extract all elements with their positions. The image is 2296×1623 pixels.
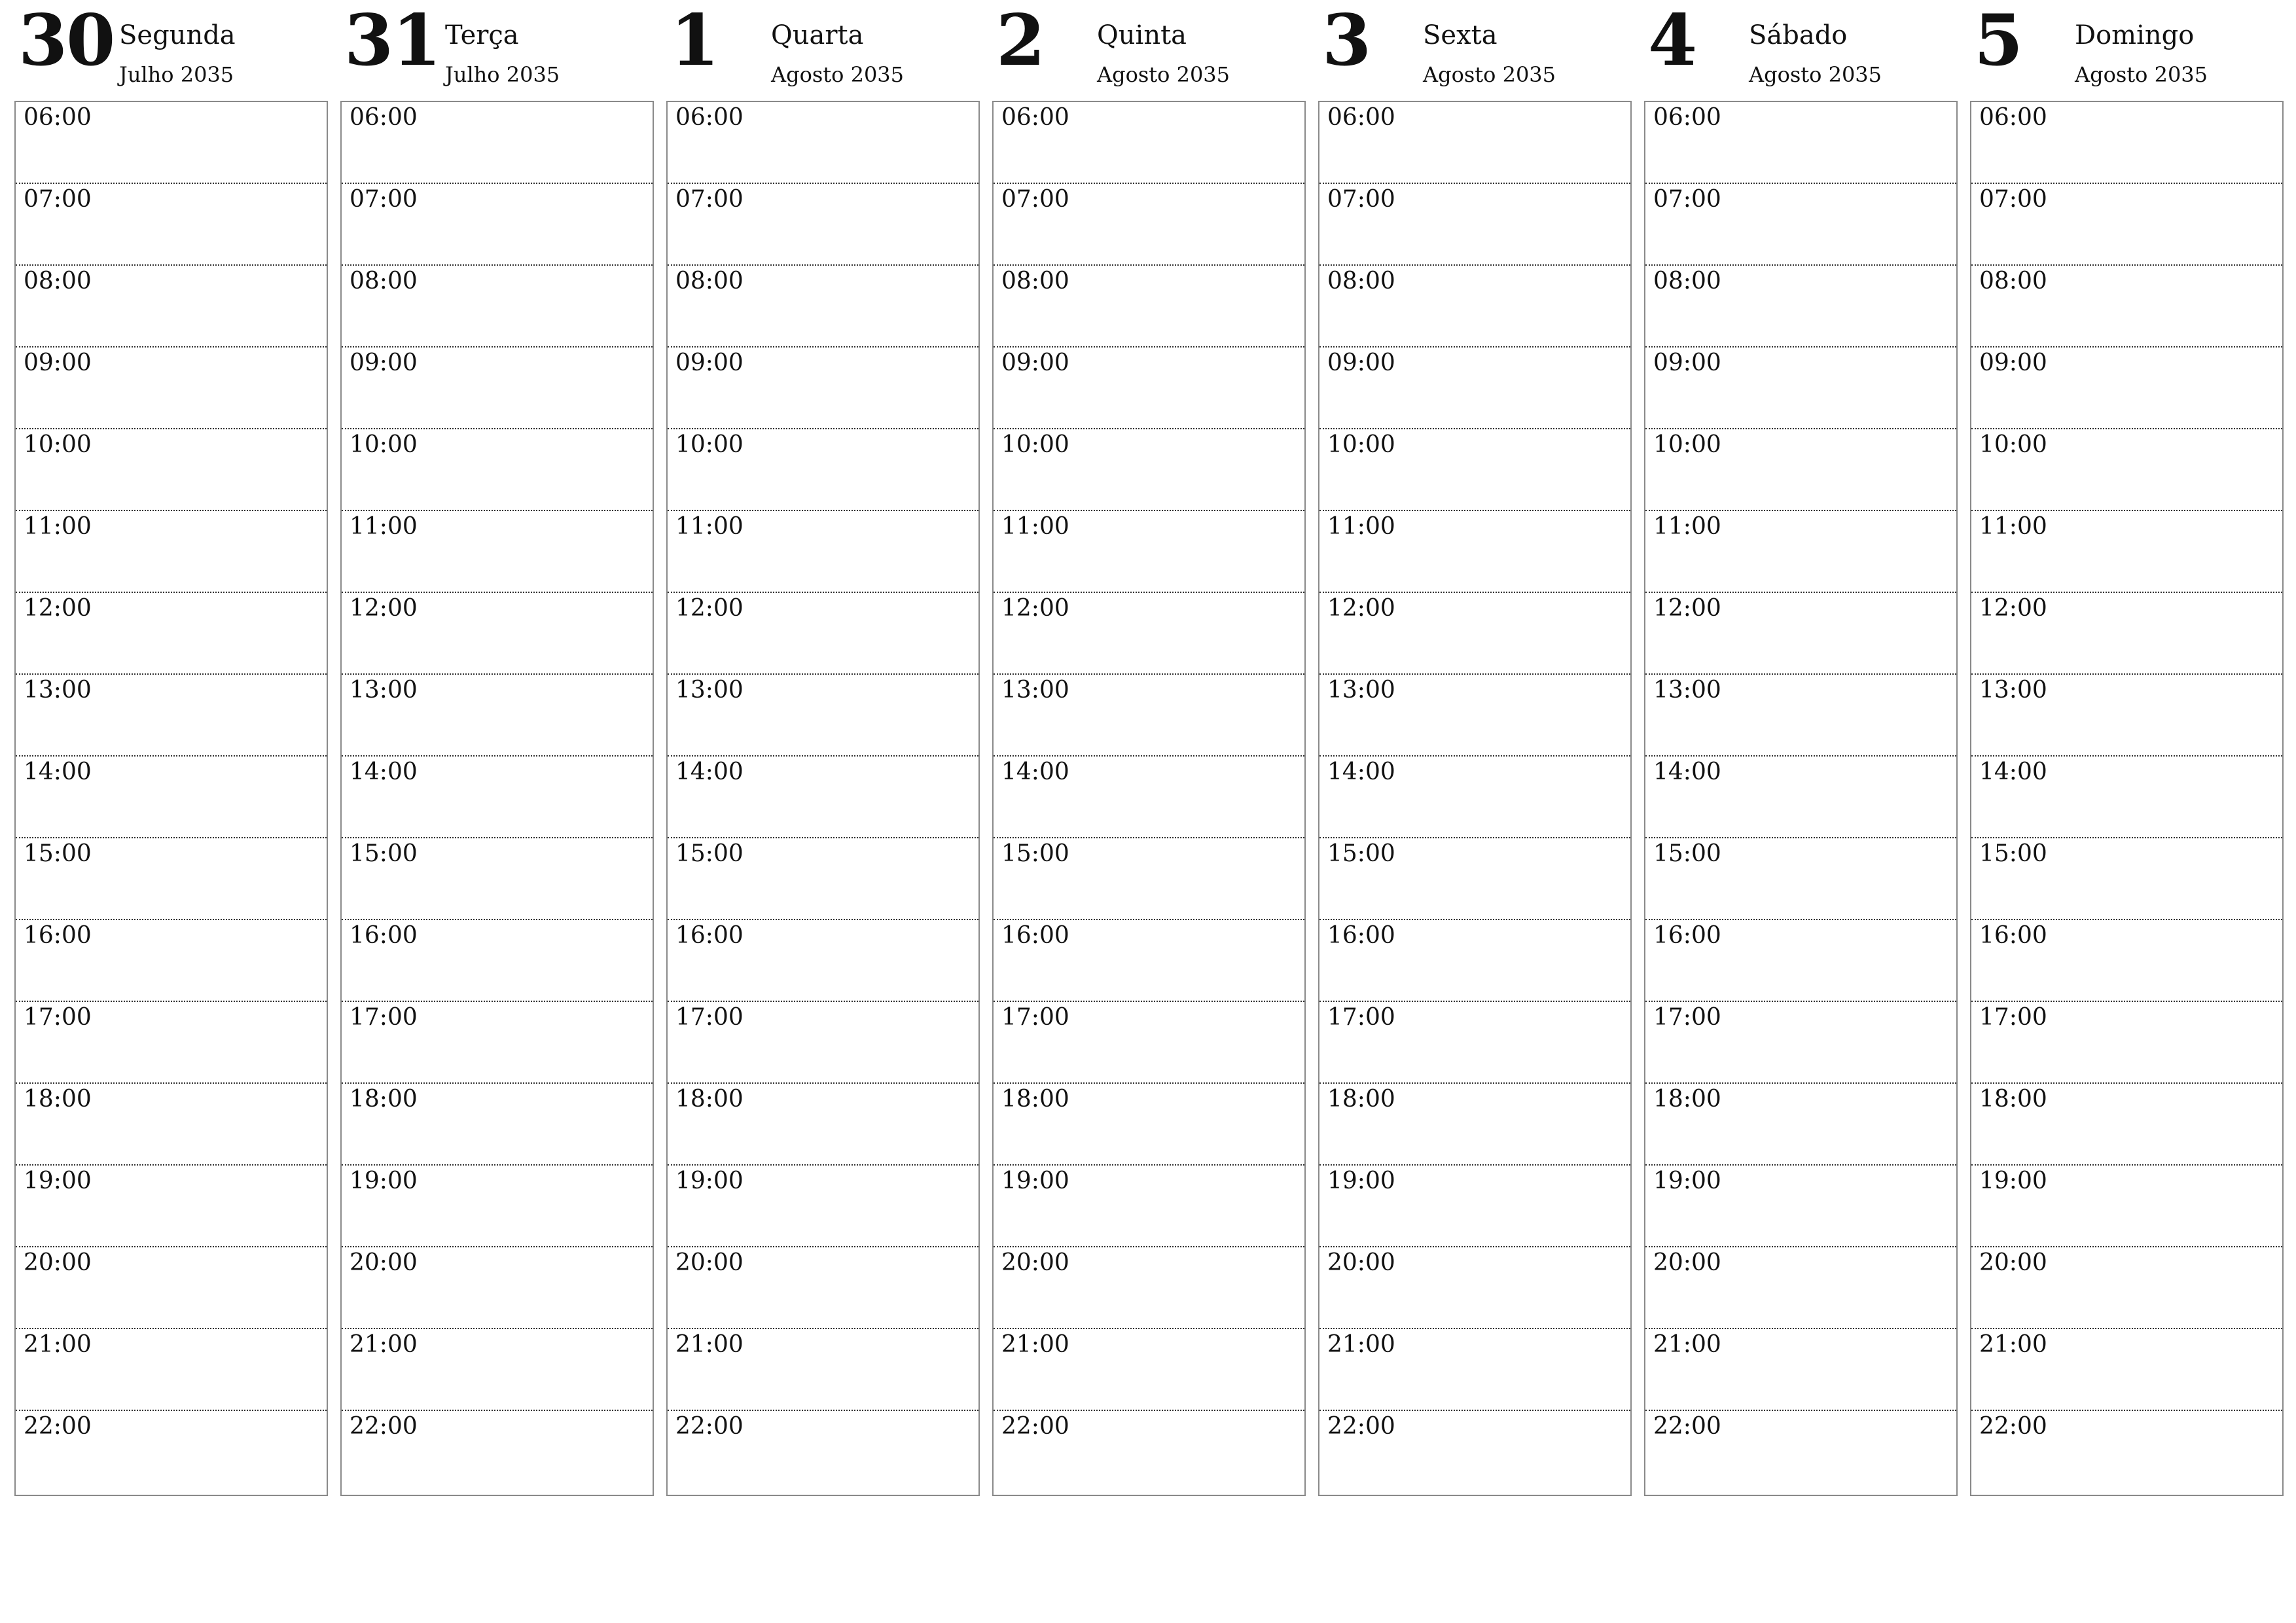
hour-label: 14:00: [1327, 758, 1395, 785]
hour-slot[interactable]: [16, 1411, 327, 1493]
hour-slot[interactable]: [342, 1166, 653, 1247]
hour-slot[interactable]: [668, 429, 978, 511]
hour-slot[interactable]: [1645, 266, 1956, 348]
hour-label: 15:00: [675, 840, 744, 867]
hour-label: 20:00: [350, 1249, 418, 1276]
hour-label: 07:00: [24, 186, 92, 213]
hour-slot[interactable]: [1319, 511, 1630, 593]
day-schedule-box: [340, 101, 654, 1496]
hour-slot[interactable]: [668, 757, 978, 838]
hour-slot[interactable]: [1645, 920, 1956, 1002]
hour-slot[interactable]: [1319, 1084, 1630, 1166]
hour-label: 10:00: [350, 431, 418, 458]
day-number: 4: [1648, 0, 1696, 82]
hour-slot[interactable]: [1319, 1166, 1630, 1247]
hour-label: 20:00: [1979, 1249, 2047, 1276]
hour-label: 15:00: [1653, 840, 1721, 867]
hour-slot[interactable]: [1971, 1084, 2282, 1166]
day-column: [1970, 0, 2284, 1440]
day-month-year: Agosto 2035: [2075, 62, 2208, 87]
day-month-year: Agosto 2035: [1097, 62, 1230, 87]
day-month-year: Agosto 2035: [771, 62, 905, 87]
hour-label: 14:00: [24, 758, 92, 785]
day-name: Quinta: [1097, 20, 1187, 50]
hour-label: 11:00: [675, 513, 744, 540]
day-month-year: Julho 2035: [445, 62, 560, 87]
hour-slot[interactable]: [16, 920, 327, 1002]
hour-label: 21:00: [350, 1331, 418, 1358]
hour-label: 17:00: [1979, 1004, 2047, 1031]
day-column: [14, 0, 328, 1440]
hour-label: 17:00: [1327, 1004, 1395, 1031]
hour-label: 15:00: [350, 840, 418, 867]
hour-slot[interactable]: [994, 675, 1304, 757]
hour-slot[interactable]: [1319, 1247, 1630, 1329]
hour-label: 10:00: [675, 431, 744, 458]
hour-slot[interactable]: [994, 838, 1304, 920]
hour-label: 21:00: [1979, 1331, 2047, 1358]
hour-label: 22:00: [24, 1413, 92, 1440]
hour-slot[interactable]: [16, 1166, 327, 1247]
hour-label: 20:00: [1001, 1249, 1069, 1276]
hour-slot[interactable]: [1971, 838, 2282, 920]
hour-slot[interactable]: [1971, 1166, 2282, 1247]
hour-slot[interactable]: [994, 593, 1304, 675]
hour-slot[interactable]: [1645, 429, 1956, 511]
hour-label: 16:00: [350, 922, 418, 949]
day-schedule-box: [666, 101, 980, 1496]
day-column: [1644, 0, 1958, 1440]
hour-label: 18:00: [1327, 1086, 1395, 1113]
day-name: Sábado: [1749, 20, 1848, 50]
hour-slot[interactable]: [668, 511, 978, 593]
hour-slot[interactable]: [342, 102, 653, 184]
hour-slot[interactable]: [342, 757, 653, 838]
hour-slot[interactable]: [342, 675, 653, 757]
day-schedule-box: [992, 101, 1306, 1496]
hour-slot[interactable]: [16, 429, 327, 511]
hour-label: 21:00: [1327, 1331, 1395, 1358]
hour-slot[interactable]: [1971, 593, 2282, 675]
hour-label: 08:00: [24, 268, 92, 294]
hour-label: 12:00: [350, 595, 418, 622]
hour-label: 13:00: [1001, 677, 1069, 704]
hour-slot[interactable]: [342, 838, 653, 920]
day-header: [1318, 0, 1632, 101]
day-number: 2: [996, 0, 1045, 82]
hour-slot[interactable]: [668, 1002, 978, 1084]
hour-label: 14:00: [350, 758, 418, 785]
hour-label: 07:00: [1327, 186, 1395, 213]
hour-slot[interactable]: [1645, 757, 1956, 838]
day-schedule-box: [14, 101, 328, 1496]
hour-slot[interactable]: [342, 1329, 653, 1411]
hour-label: 18:00: [1653, 1086, 1721, 1113]
hour-slot[interactable]: [16, 266, 327, 348]
hour-slot[interactable]: [342, 266, 653, 348]
day-schedule-box: [1970, 101, 2284, 1496]
hour-label: 11:00: [1979, 513, 2047, 540]
hour-slot[interactable]: [1319, 266, 1630, 348]
day-header: [666, 0, 980, 101]
day-number: 30: [18, 0, 115, 82]
hour-slot[interactable]: [1645, 1166, 1956, 1247]
hour-label: 18:00: [1001, 1086, 1069, 1113]
hour-label: 22:00: [1327, 1413, 1395, 1440]
hour-slot[interactable]: [1645, 184, 1956, 266]
day-header: [340, 0, 654, 101]
hour-label: 11:00: [1327, 513, 1395, 540]
hour-label: 15:00: [24, 840, 92, 867]
hour-slot[interactable]: [668, 675, 978, 757]
hour-label: 15:00: [1001, 840, 1069, 867]
hour-slot[interactable]: [342, 1084, 653, 1166]
hour-label: 11:00: [1001, 513, 1069, 540]
day-name: Quarta: [771, 20, 864, 50]
hour-label: 18:00: [24, 1086, 92, 1113]
hour-label: 13:00: [1979, 677, 2047, 704]
hour-slot[interactable]: [1319, 184, 1630, 266]
hour-slot[interactable]: [1319, 429, 1630, 511]
hour-slot[interactable]: [668, 1166, 978, 1247]
hour-label: 07:00: [1979, 186, 2047, 213]
day-schedule-box: [1644, 101, 1958, 1496]
hour-label: 09:00: [1327, 349, 1395, 376]
hour-label: 20:00: [24, 1249, 92, 1276]
hour-label: 10:00: [1979, 431, 2047, 458]
hour-slot[interactable]: [1971, 675, 2282, 757]
hour-slot[interactable]: [1645, 102, 1956, 184]
hour-slot[interactable]: [342, 184, 653, 266]
hour-label: 13:00: [24, 677, 92, 704]
hour-label: 10:00: [24, 431, 92, 458]
hour-slot[interactable]: [16, 675, 327, 757]
hour-slot[interactable]: [994, 1084, 1304, 1166]
hour-slot[interactable]: [994, 757, 1304, 838]
hour-slot[interactable]: [994, 1166, 1304, 1247]
hour-slot[interactable]: [1645, 1002, 1956, 1084]
hour-slot[interactable]: [16, 348, 327, 429]
day-number: 3: [1322, 0, 1371, 82]
hour-slot[interactable]: [342, 1411, 653, 1493]
day-month-year: Julho 2035: [119, 62, 234, 87]
day-name: Domingo: [2075, 20, 2195, 50]
hour-label: 17:00: [675, 1004, 744, 1031]
hour-slot[interactable]: [1971, 511, 2282, 593]
hour-label: 08:00: [350, 268, 418, 294]
hour-label: 07:00: [675, 186, 744, 213]
hour-slot[interactable]: [668, 184, 978, 266]
day-number: 31: [344, 0, 440, 82]
hour-slot[interactable]: [668, 102, 978, 184]
hour-slot[interactable]: [994, 348, 1304, 429]
hour-label: 20:00: [1653, 1249, 1721, 1276]
hour-label: 09:00: [1001, 349, 1069, 376]
hour-label: 16:00: [1979, 922, 2047, 949]
hour-slot[interactable]: [1645, 1247, 1956, 1329]
hour-slot[interactable]: [1645, 1084, 1956, 1166]
hour-slot[interactable]: [1319, 1329, 1630, 1411]
hour-label: 22:00: [1979, 1413, 2047, 1440]
hour-slot[interactable]: [16, 1247, 327, 1329]
hour-slot[interactable]: [1645, 838, 1956, 920]
hour-label: 14:00: [1653, 758, 1721, 785]
hour-slot[interactable]: [1971, 266, 2282, 348]
hour-slot[interactable]: [1319, 348, 1630, 429]
hour-slot[interactable]: [668, 920, 978, 1002]
hour-slot[interactable]: [342, 1002, 653, 1084]
hour-slot[interactable]: [994, 1329, 1304, 1411]
hour-label: 17:00: [24, 1004, 92, 1031]
hour-label: 18:00: [1979, 1086, 2047, 1113]
hour-slot[interactable]: [668, 1084, 978, 1166]
hour-label: 07:00: [1653, 186, 1721, 213]
hour-label: 13:00: [350, 677, 418, 704]
day-month-year: Agosto 2035: [1749, 62, 1882, 87]
day-number: 1: [670, 0, 719, 82]
hour-label: 12:00: [1001, 595, 1069, 622]
hour-label: 17:00: [1653, 1004, 1721, 1031]
day-header: [992, 0, 1306, 101]
hour-slot[interactable]: [1645, 1329, 1956, 1411]
hour-label: 22:00: [1001, 1413, 1069, 1440]
hour-slot[interactable]: [1971, 429, 2282, 511]
hour-label: 11:00: [1653, 513, 1721, 540]
hour-label: 06:00: [675, 104, 744, 131]
hour-label: 16:00: [675, 922, 744, 949]
hour-label: 12:00: [1653, 595, 1721, 622]
hour-slot[interactable]: [1971, 1247, 2282, 1329]
hour-slot[interactable]: [1319, 1411, 1630, 1493]
hour-label: 09:00: [1653, 349, 1721, 376]
hour-label: 15:00: [1327, 840, 1395, 867]
hour-label: 12:00: [1979, 595, 2047, 622]
day-column: [1318, 0, 1632, 1440]
hour-label: 17:00: [350, 1004, 418, 1031]
hour-slot[interactable]: [994, 1002, 1304, 1084]
hour-slot[interactable]: [668, 348, 978, 429]
hour-slot[interactable]: [994, 102, 1304, 184]
hour-slot[interactable]: [1319, 920, 1630, 1002]
hour-label: 21:00: [675, 1331, 744, 1358]
day-name: Sexta: [1423, 20, 1498, 50]
hour-slot[interactable]: [668, 838, 978, 920]
day-column: [666, 0, 980, 1440]
hour-slot[interactable]: [16, 511, 327, 593]
hour-label: 19:00: [1001, 1168, 1069, 1194]
hour-label: 08:00: [1327, 268, 1395, 294]
hour-label: 16:00: [1327, 922, 1395, 949]
hour-label: 11:00: [24, 513, 92, 540]
hour-slot[interactable]: [668, 1247, 978, 1329]
hour-slot[interactable]: [994, 1411, 1304, 1493]
hour-label: 12:00: [675, 595, 744, 622]
hour-slot[interactable]: [668, 1329, 978, 1411]
hour-label: 14:00: [1979, 758, 2047, 785]
hour-slot[interactable]: [1319, 838, 1630, 920]
hour-slot[interactable]: [16, 1084, 327, 1166]
hour-label: 10:00: [1327, 431, 1395, 458]
day-column: [340, 0, 654, 1440]
hour-label: 08:00: [1001, 268, 1069, 294]
hour-slot[interactable]: [16, 1002, 327, 1084]
day-name: Terça: [445, 20, 519, 50]
hour-label: 17:00: [1001, 1004, 1069, 1031]
hour-slot[interactable]: [1971, 184, 2282, 266]
hour-label: 13:00: [1653, 677, 1721, 704]
hour-label: 06:00: [1979, 104, 2047, 131]
hour-slot[interactable]: [994, 1247, 1304, 1329]
hour-label: 20:00: [675, 1249, 744, 1276]
hour-slot[interactable]: [1645, 593, 1956, 675]
hour-label: 06:00: [1001, 104, 1069, 131]
hour-label: 09:00: [350, 349, 418, 376]
hour-label: 22:00: [675, 1413, 744, 1440]
hour-label: 08:00: [1979, 268, 2047, 294]
hour-slot[interactable]: [16, 593, 327, 675]
hour-label: 09:00: [675, 349, 744, 376]
hour-slot[interactable]: [1319, 757, 1630, 838]
hour-slot[interactable]: [1971, 1002, 2282, 1084]
day-header: [1970, 0, 2284, 101]
hour-label: 12:00: [1327, 595, 1395, 622]
hour-label: 13:00: [675, 677, 744, 704]
hour-label: 18:00: [350, 1086, 418, 1113]
day-number: 5: [1974, 0, 2022, 82]
hour-label: 09:00: [24, 349, 92, 376]
hour-label: 16:00: [24, 922, 92, 949]
hour-label: 22:00: [1653, 1413, 1721, 1440]
hour-slot[interactable]: [668, 1411, 978, 1493]
hour-slot[interactable]: [1971, 102, 2282, 184]
hour-label: 11:00: [350, 513, 418, 540]
hour-label: 08:00: [675, 268, 744, 294]
hour-slot[interactable]: [1971, 1329, 2282, 1411]
hour-slot[interactable]: [342, 511, 653, 593]
hour-label: 21:00: [24, 1331, 92, 1358]
day-column: [992, 0, 1306, 1440]
hour-slot[interactable]: [1645, 675, 1956, 757]
hour-slot[interactable]: [342, 429, 653, 511]
hour-label: 19:00: [1653, 1168, 1721, 1194]
hour-slot[interactable]: [16, 757, 327, 838]
hour-slot[interactable]: [994, 920, 1304, 1002]
hour-slot[interactable]: [1645, 511, 1956, 593]
hour-label: 10:00: [1001, 431, 1069, 458]
hour-label: 10:00: [1653, 431, 1721, 458]
hour-label: 19:00: [350, 1168, 418, 1194]
hour-label: 16:00: [1653, 922, 1721, 949]
hour-label: 06:00: [350, 104, 418, 131]
hour-slot[interactable]: [16, 838, 327, 920]
hour-slot[interactable]: [994, 266, 1304, 348]
hour-label: 15:00: [1979, 840, 2047, 867]
hour-slot[interactable]: [16, 1329, 327, 1411]
hour-slot[interactable]: [342, 348, 653, 429]
hour-label: 18:00: [675, 1086, 744, 1113]
hour-slot[interactable]: [342, 593, 653, 675]
hour-label: 19:00: [675, 1168, 744, 1194]
hour-slot[interactable]: [1971, 757, 2282, 838]
day-month-year: Agosto 2035: [1423, 62, 1556, 87]
day-header: [14, 0, 328, 101]
hour-label: 07:00: [350, 186, 418, 213]
hour-slot[interactable]: [668, 266, 978, 348]
hour-slot[interactable]: [1971, 348, 2282, 429]
hour-label: 06:00: [24, 104, 92, 131]
hour-label: 19:00: [1979, 1168, 2047, 1194]
hour-label: 16:00: [1001, 922, 1069, 949]
hour-label: 20:00: [1327, 1249, 1395, 1276]
hour-label: 13:00: [1327, 677, 1395, 704]
hour-label: 21:00: [1653, 1331, 1721, 1358]
hour-slot[interactable]: [994, 429, 1304, 511]
hour-slot[interactable]: [1971, 1411, 2282, 1493]
hour-slot[interactable]: [994, 184, 1304, 266]
day-name: Segunda: [119, 20, 236, 50]
hour-label: 12:00: [24, 595, 92, 622]
hour-slot[interactable]: [1319, 1002, 1630, 1084]
hour-label: 14:00: [1001, 758, 1069, 785]
hour-slot[interactable]: [342, 920, 653, 1002]
hour-label: 08:00: [1653, 268, 1721, 294]
day-schedule-box: [1318, 101, 1632, 1496]
hour-label: 21:00: [1001, 1331, 1069, 1358]
hour-slot[interactable]: [16, 102, 327, 184]
hour-slot[interactable]: [342, 1247, 653, 1329]
hour-slot[interactable]: [1319, 102, 1630, 184]
hour-slot[interactable]: [1645, 1411, 1956, 1493]
hour-slot[interactable]: [1645, 348, 1956, 429]
day-header: [1644, 0, 1958, 101]
hour-label: 06:00: [1653, 104, 1721, 131]
hour-label: 06:00: [1327, 104, 1395, 131]
hour-slot[interactable]: [16, 184, 327, 266]
hour-slot[interactable]: [1319, 593, 1630, 675]
hour-label: 07:00: [1001, 186, 1069, 213]
hour-label: 19:00: [24, 1168, 92, 1194]
hour-label: 22:00: [350, 1413, 418, 1440]
hour-slot[interactable]: [1971, 920, 2282, 1002]
hour-label: 14:00: [675, 758, 744, 785]
hour-slot[interactable]: [668, 593, 978, 675]
hour-slot[interactable]: [1319, 675, 1630, 757]
hour-label: 09:00: [1979, 349, 2047, 376]
hour-label: 19:00: [1327, 1168, 1395, 1194]
hour-slot[interactable]: [994, 511, 1304, 593]
